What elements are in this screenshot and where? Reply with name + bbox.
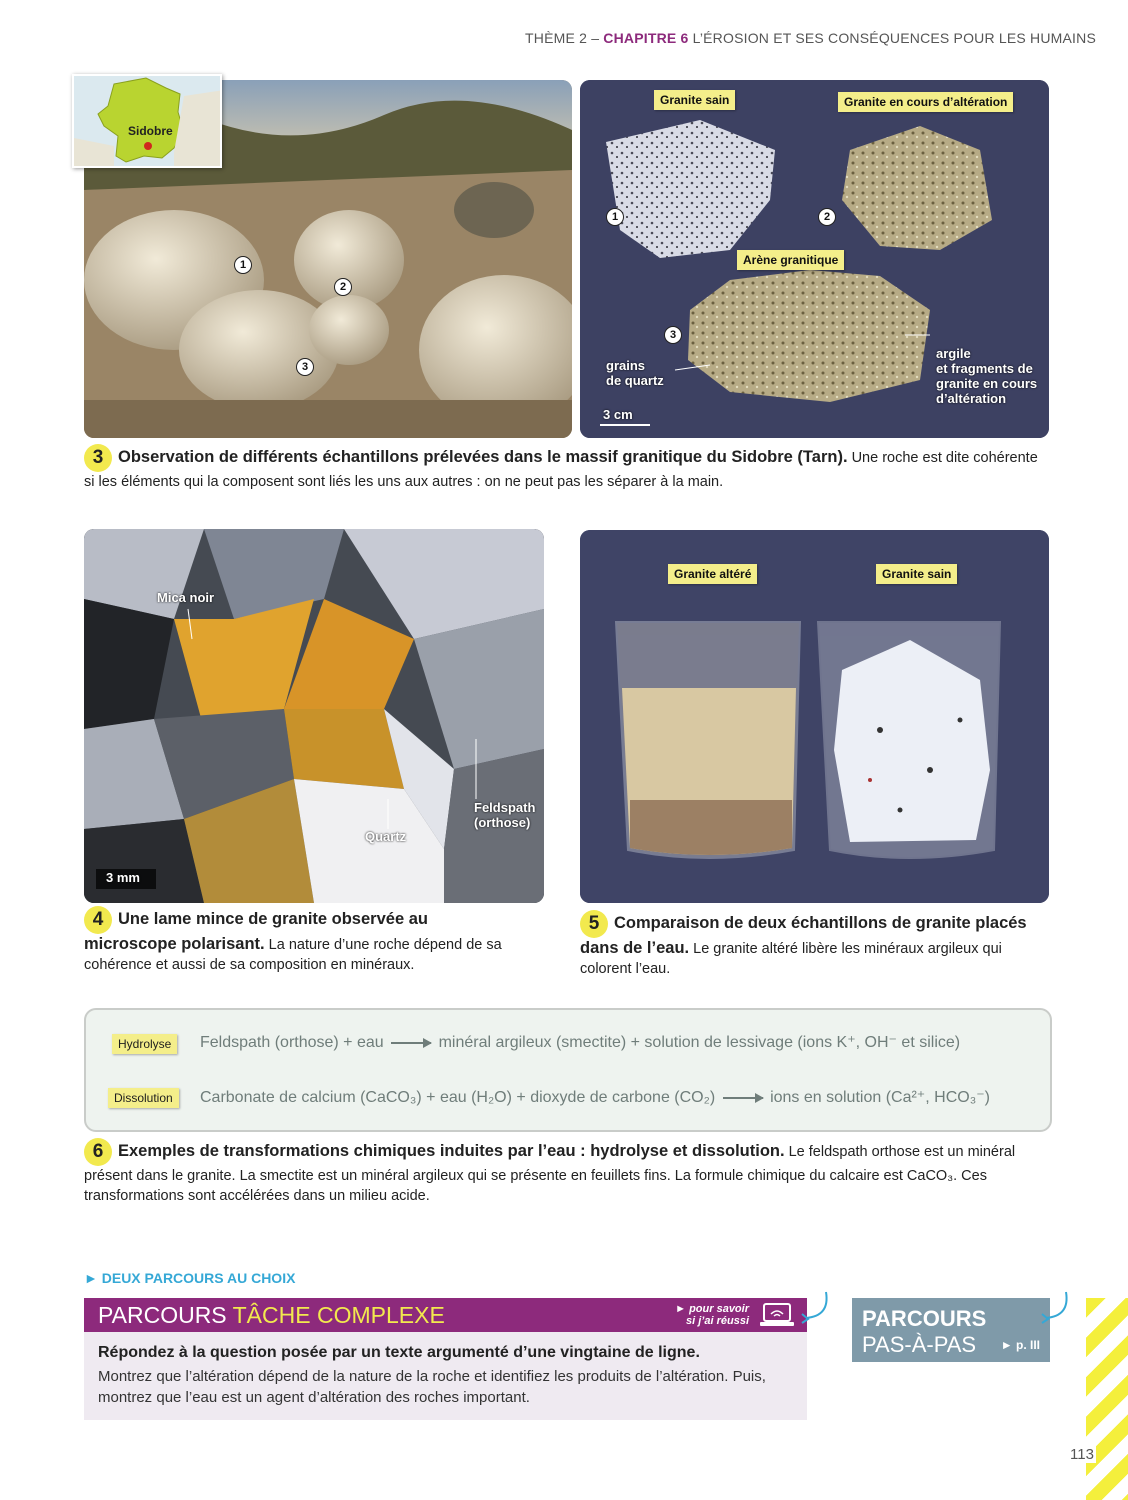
beakers-illustration bbox=[580, 530, 1049, 903]
caption-doc3-title: Observation de différents échantillons prélevées dans le massif granitique du Sidobre (Tarn). bbox=[118, 447, 848, 466]
map-label-sidobre: Sidobre bbox=[128, 124, 173, 138]
sample-marker-2: 2 bbox=[818, 208, 836, 226]
curved-arrow-icon-2 bbox=[1040, 1288, 1074, 1324]
sample-marker-3: 3 bbox=[664, 326, 682, 344]
doc-number-3: 3 bbox=[84, 444, 112, 472]
tache-consigne: Montrez que l’altération dépend de la nature de la roche et identifiez les produits de l’altération. Puis, montrez que l’eau est un agent d’altération des roches important. bbox=[98, 1368, 766, 1406]
pas-a-pas-label-1: PARCOURS bbox=[862, 1306, 987, 1331]
caption-doc4 bbox=[84, 906, 524, 975]
doc-number-5: 5 bbox=[580, 910, 608, 938]
caption-doc3 bbox=[84, 444, 1050, 492]
header-theme: THÈME 2 – bbox=[525, 30, 604, 46]
caption-doc5-title: Comparaison de deux échantillons de granite placés dans de l’eau. bbox=[580, 913, 1027, 957]
laptop-icon[interactable] bbox=[759, 1302, 795, 1328]
outcrop-marker-3: 3 bbox=[296, 358, 314, 376]
page-number: 113 bbox=[1070, 1446, 1094, 1463]
caption-doc6-text: Le feldspath orthose est un minéral présent dans le granite. La smectite est un minéral argileux qui se présente en feuillets fins. La formule chimique du calcaire est CaCO₃. Ces transformations sont accélérées dans un milieu acide. bbox=[84, 1143, 1016, 1204]
parcours-tache-complexe-header[interactable] bbox=[84, 1298, 807, 1332]
label-grains-quartz: grains de quartz bbox=[606, 358, 664, 388]
deux-parcours-heading: ► DEUX PARCOURS AU CHOIX bbox=[84, 1270, 296, 1286]
tache-complexe-body bbox=[84, 1332, 807, 1420]
pas-a-pas-page-link[interactable]: ► p. III bbox=[1000, 1338, 1040, 1352]
caption-doc3-text: Une roche est dite cohérente si les éléments qui la composent sont liés les uns aux autres : on ne peut pas les séparer à la main. bbox=[84, 449, 1038, 490]
outcrop-marker-2: 2 bbox=[334, 278, 352, 296]
beakers-photo bbox=[580, 530, 1049, 903]
running-header bbox=[525, 30, 1096, 46]
caption-doc6-title: Exemples de transformations chimiques induites par l’eau : hydrolyse et dissolution. bbox=[118, 1141, 785, 1160]
france-map-icon bbox=[74, 76, 222, 168]
location-map bbox=[72, 74, 222, 168]
thin-section-photo bbox=[84, 529, 544, 903]
label-arene-granitique: Arène granitique bbox=[737, 250, 844, 270]
caption-doc4-title: Une lame mince de granite observée au microscope polarisant. bbox=[84, 909, 428, 953]
label-granite-alteration: Granite en cours d’altération bbox=[838, 92, 1013, 112]
outcrop-marker-1: 1 bbox=[234, 256, 252, 274]
tag-hydrolyse: Hydrolyse bbox=[112, 1034, 177, 1054]
label-granite-sain: Granite sain bbox=[654, 90, 735, 110]
scale-3cm: 3 cm bbox=[603, 407, 633, 422]
caption-doc5 bbox=[580, 910, 1040, 979]
caption-doc4-text: La nature d’une roche dépend de sa cohérence et aussi de sa composition en minéraux. bbox=[84, 937, 502, 973]
sample-marker-1: 1 bbox=[606, 208, 624, 226]
header-chapter: CHAPITRE 6 bbox=[603, 30, 689, 46]
label-granite-sain-beaker: Granite sain bbox=[876, 564, 957, 584]
header-title: L’ÉROSION ET SES CONSÉQUENCES POUR LES HUMAINS bbox=[688, 30, 1096, 46]
doc-number-6: 6 bbox=[84, 1138, 112, 1166]
self-check-link[interactable]: ► pour savoir si j’ai réussi bbox=[675, 1303, 749, 1327]
scale-3mm: 3 mm bbox=[106, 870, 140, 885]
label-argile: argile et fragments de granite en cours d’altération bbox=[936, 346, 1038, 406]
caption-doc5-text: Le granite altéré libère les minéraux argileux qui colorent l’eau. bbox=[580, 941, 1002, 977]
equation-hydrolyse: Feldspath (orthose) + eau minéral argileux (smectite) + solution de lessivage (ions K⁺, OH⁻ et silice) bbox=[200, 1034, 961, 1051]
thin-section-illustration bbox=[84, 529, 544, 903]
label-feldspath: Feldspath (orthose) bbox=[474, 800, 536, 830]
chemistry-box bbox=[84, 1008, 1052, 1132]
curved-arrow-icon bbox=[800, 1288, 834, 1324]
pas-a-pas-label-2: PAS-À-PAS bbox=[862, 1332, 977, 1357]
tag-dissolution: Dissolution bbox=[108, 1088, 179, 1108]
parcours-pas-a-pas-button[interactable] bbox=[852, 1298, 1050, 1362]
tache-question: Répondez à la question posée par un texte argumenté d’une vingtaine de ligne. bbox=[98, 1344, 700, 1361]
equation-dissolution: Carbonate de calcium (CaCO₃) + eau (H₂O) + dioxyde de carbone (CO₂) ions en solution (Ca²⁺, HCO₃⁻) bbox=[200, 1089, 990, 1106]
label-quartz: Quartz bbox=[365, 829, 407, 844]
tache-complexe-title: PARCOURS TÂCHE COMPLEXE bbox=[98, 1302, 445, 1328]
label-mica-noir: Mica noir bbox=[157, 590, 215, 605]
label-granite-altere: Granite altéré bbox=[668, 564, 757, 584]
decorative-stripes bbox=[1086, 1298, 1128, 1500]
caption-doc6 bbox=[84, 1138, 1052, 1206]
doc-number-4: 4 bbox=[84, 906, 112, 934]
